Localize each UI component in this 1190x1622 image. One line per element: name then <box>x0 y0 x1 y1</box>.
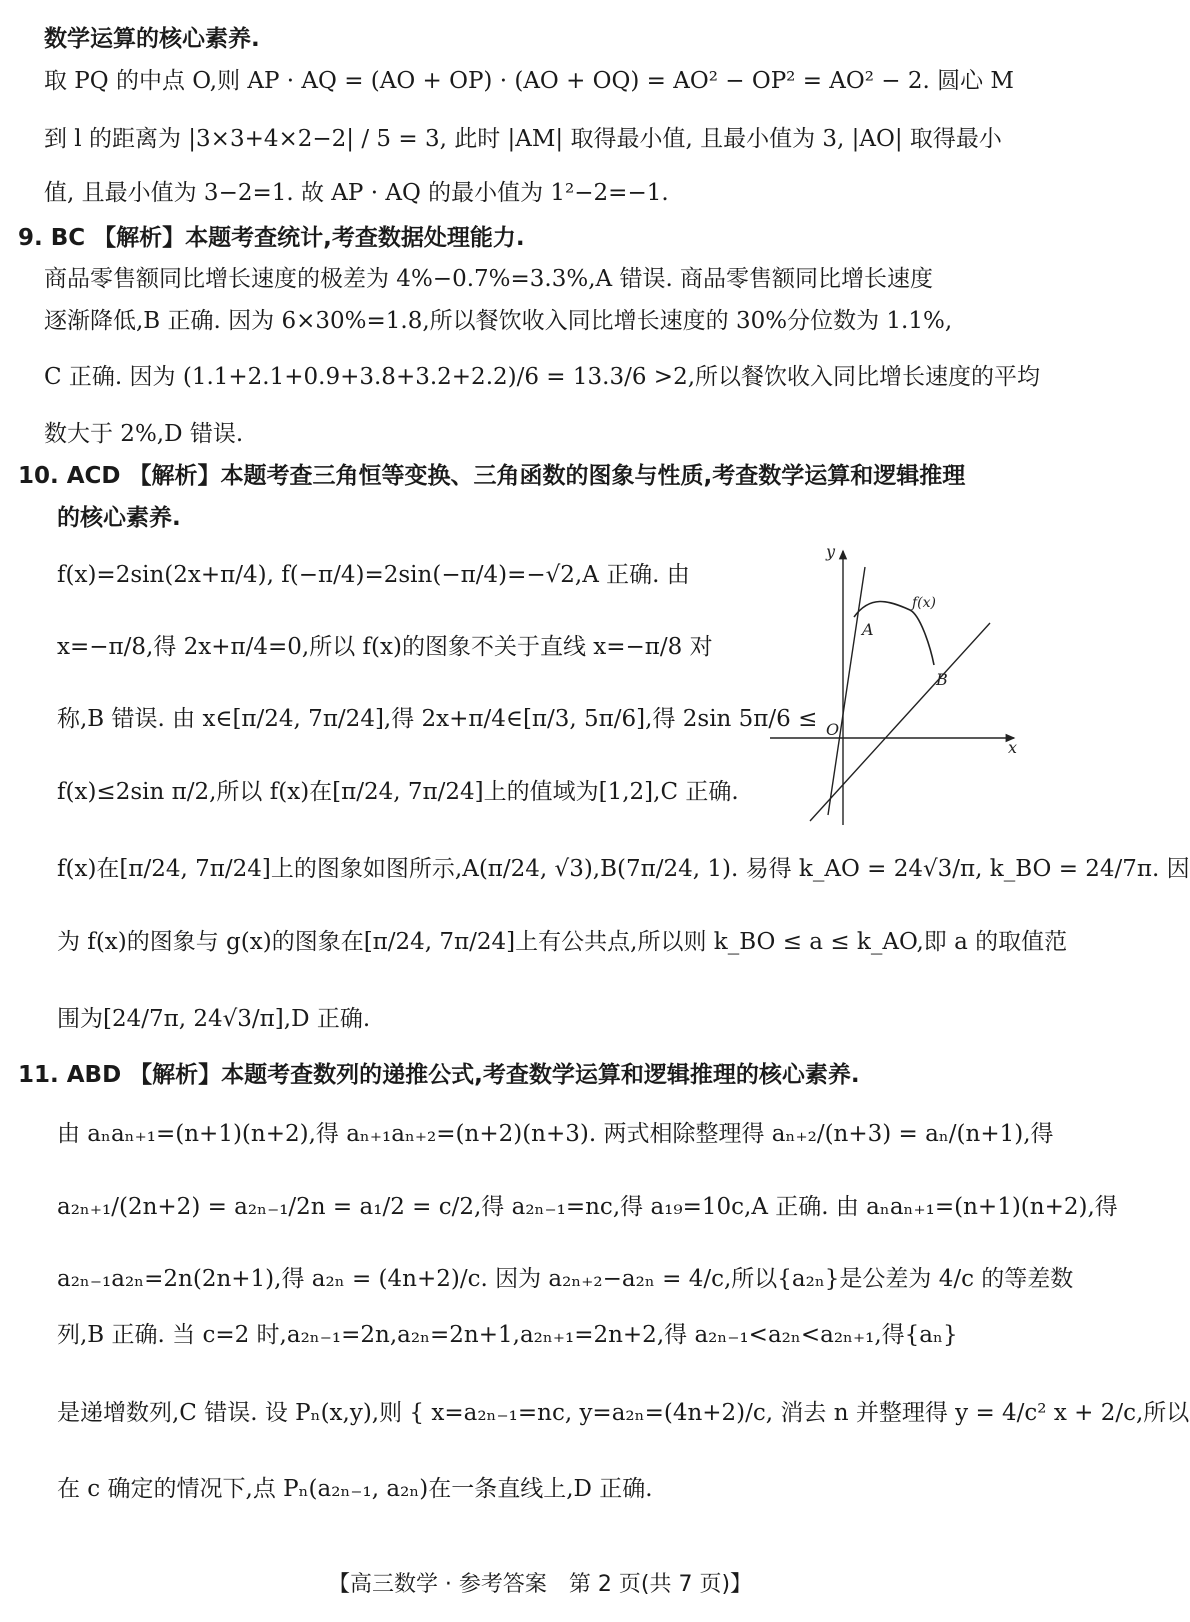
point-b-label: B <box>936 670 948 689</box>
intro-line-1: 数学运算的核心素养. <box>44 26 260 52</box>
point-a-label: A <box>862 620 874 639</box>
q11-line-5: 是递增数列,C 错误. 设 Pₙ(x,y),则 { x=a₂ₙ₋₁=nc, y=a₂ₙ=(4n+2)/c, 消去 n 并整理得 y = 4/c² x + 2/c,所以 <box>57 1400 1190 1426</box>
q10-heading-cont: 的核心素养. <box>57 505 181 531</box>
q9-line-3: C 正确. 因为 (1.1+2.1+0.9+3.8+3.2+2.2)/6 = 13.3/6 >2,所以餐饮收入同比增长速度的平均 <box>44 364 1041 390</box>
q11-line-3: a₂ₙ₋₁a₂ₙ=2n(2n+1),得 a₂ₙ = (4n+2)/c. 因为 a₂ₙ₊₂−a₂ₙ = 4/c,所以{a₂ₙ}是公差为 4/c 的等差数 <box>57 1266 1074 1292</box>
q10-line-5: f(x)在[π/24, 7π/24]上的图象如图所示,A(π/24, √3),B(7π/24, 1). 易得 k_AO = 24√3/π, k_BO = 24/7π. 因 <box>57 856 1190 882</box>
page-footer: 【高三数学 · 参考答案 第 2 页(共 7 页)】 <box>327 1572 753 1597</box>
q10-line-1: f(x)=2sin(2x+π/4), f(−π/4)=2sin(−π/4)=−√2,A 正确. 由 <box>57 562 690 588</box>
intro-line-4: 值, 且最小值为 3−2=1. 故 AP · AQ 的最小值为 1²−2=−1. <box>44 180 669 206</box>
x-axis-label: x <box>1008 738 1018 757</box>
intro-line-2: 取 PQ 的中点 O,则 AP · AQ = (AO + OP) · (AO + OQ) = AO² − OP² = AO² − 2. 圆心 M <box>44 68 1014 94</box>
q10-line-2: x=−π/8,得 2x+π/4=0,所以 f(x)的图象不关于直线 x=−π/8 对 <box>57 634 713 660</box>
line-through-a <box>828 567 865 815</box>
q11-heading: 11. ABD 【解析】本题考查数列的递推公式,考查数学运算和逻辑推理的核心素养. <box>18 1062 860 1088</box>
origin-label: O <box>826 720 840 739</box>
q10-line-6: 为 f(x)的图象与 g(x)的图象在[π/24, 7π/24]上有公共点,所以则 k_BO ≤ a ≤ k_AO,即 a 的取值范 <box>57 929 1068 955</box>
q10-line-3: 称,B 错误. 由 x∈[π/24, 7π/24],得 2x+π/4∈[π/3, 5π/6],得 2sin 5π/6 ≤ <box>57 706 818 732</box>
q11-line-1: 由 aₙaₙ₊₁=(n+1)(n+2),得 aₙ₊₁aₙ₊₂=(n+2)(n+3). 两式相除整理得 aₙ₊₂/(n+3) = aₙ/(n+1),得 <box>57 1121 1054 1147</box>
q10-line-7: 围为[24/7π, 24√3/π],D 正确. <box>57 1006 371 1032</box>
q11-line-6: 在 c 确定的情况下,点 Pₙ(a₂ₙ₋₁, a₂ₙ)在一条直线上,D 正确. <box>57 1476 653 1502</box>
y-axis-label: y <box>826 542 836 561</box>
q9-heading: 9. BC 【解析】本题考查统计,考查数据处理能力. <box>18 225 525 251</box>
intro-line-3: 到 l 的距离为 |3×3+4×2−2| / 5 = 3, 此时 |AM| 取得最小值, 且最小值为 3, |AO| 取得最小 <box>44 126 1002 152</box>
q10-line-4: f(x)≤2sin π/2,所以 f(x)在[π/24, 7π/24]上的值域为[1,2],C 正确. <box>57 779 739 805</box>
q10-heading: 10. ACD 【解析】本题考查三角恒等变换、三角函数的图象与性质,考查数学运算和逻辑推理 <box>18 463 966 489</box>
function-graph <box>770 542 1032 835</box>
curve-label: f(x) <box>912 595 937 611</box>
q9-line-1: 商品零售额同比增长速度的极差为 4%−0.7%=3.3%,A 错误. 商品零售额同比增长速度 <box>44 266 934 292</box>
q9-line-2: 逐渐降低,B 正确. 因为 6×30%=1.8,所以餐饮收入同比增长速度的 30%分位数为 1.1%, <box>44 308 953 334</box>
q11-line-4: 列,B 正确. 当 c=2 时,a₂ₙ₋₁=2n,a₂ₙ=2n+1,a₂ₙ₊₁=2n+2,得 a₂ₙ₋₁<a₂ₙ<a₂ₙ₊₁,得{aₙ} <box>57 1322 958 1348</box>
q11-line-2: a₂ₙ₊₁/(2n+2) = a₂ₙ₋₁/2n = a₁/2 = c/2,得 a₂ₙ₋₁=nc,得 a₁₉=10c,A 正确. 由 aₙaₙ₊₁=(n+1)(n+2),得 <box>57 1194 1118 1220</box>
q9-line-4: 数大于 2%,D 错误. <box>44 421 244 447</box>
